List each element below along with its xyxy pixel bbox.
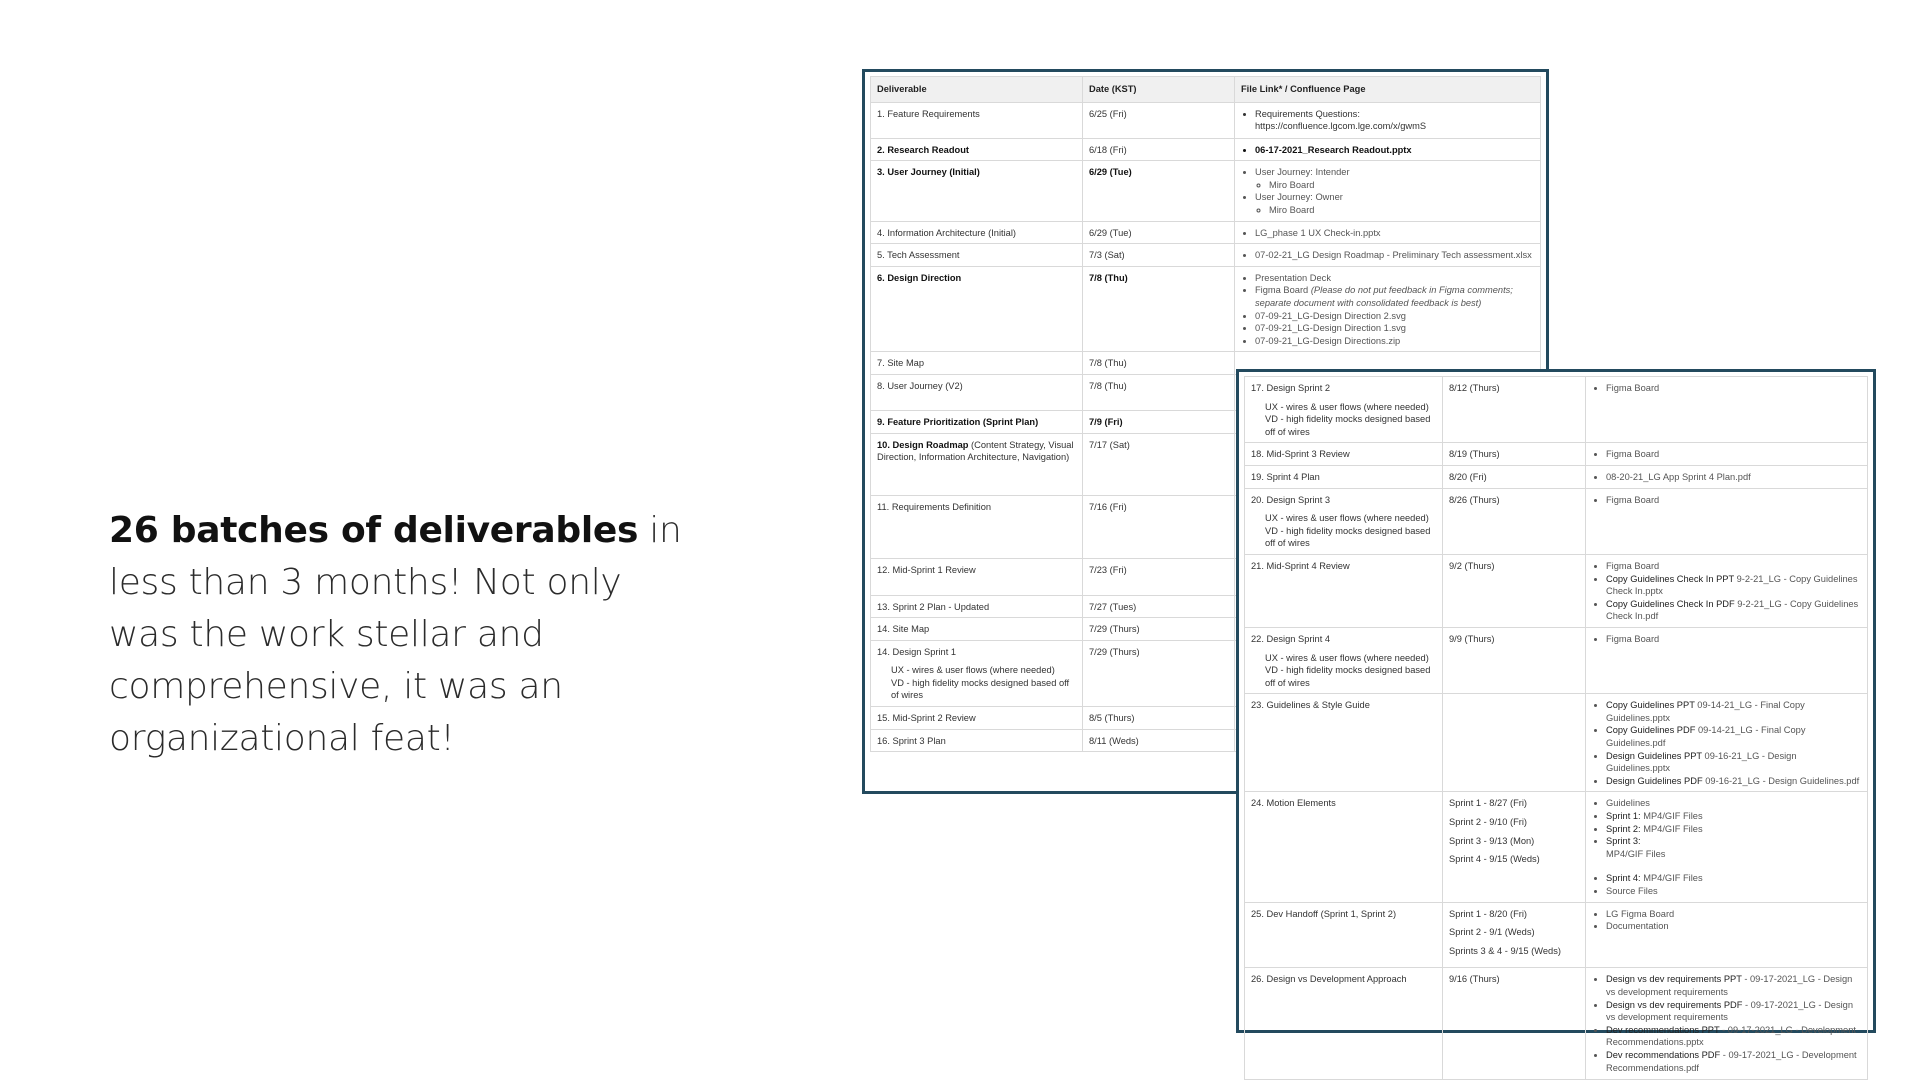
date-value: Sprint 2 - 9/1 (Weds) [1449, 927, 1535, 938]
date-cell: 7/17 (Sat) [1083, 433, 1235, 495]
table-row [1245, 968, 1868, 1080]
deliverable-cell: 7. Site Map [871, 352, 1083, 375]
table-row [1245, 465, 1868, 488]
link-label[interactable]: Copy Guidelines Check In PPT [1606, 573, 1734, 584]
vd-note: VD - high fidelity mocks designed based off of wires [1265, 414, 1431, 437]
headline-bold: 26 batches of deliverables [109, 510, 639, 551]
deliverable-cell [1245, 694, 1443, 792]
file-link[interactable]: • 07-09-21_LG-Design Direction 1.svg [1255, 322, 1534, 335]
link-label[interactable]: Dev recommendations PPT [1606, 1024, 1720, 1035]
date-cell [1443, 694, 1586, 792]
date-value: 9/9 (Thurs) [1449, 633, 1495, 644]
list-item [1606, 775, 1861, 788]
link-label[interactable]: Design vs dev requirements PPT [1606, 974, 1742, 985]
table-header-row [871, 77, 1541, 103]
ux-note: UX - wires & user flows (where needed) [1265, 652, 1429, 663]
date-cell [1443, 554, 1586, 627]
deliverable-cell: 3. User Journey (Initial) [871, 161, 1083, 221]
date-cell [1443, 792, 1586, 902]
date-cell: 7/16 (Fri) [1083, 495, 1235, 558]
deliverable-cell: 14. Site Map [871, 618, 1083, 641]
file-link[interactable]: • Figma Board [1606, 560, 1861, 573]
link-label[interactable]: Dev recommendations PDF [1606, 1049, 1721, 1060]
deliverable-cell [1245, 792, 1443, 902]
file-name[interactable]: MP4/GIF Files [1640, 873, 1703, 884]
date-value: 9/16 (Thurs) [1449, 974, 1500, 985]
file-name[interactable]: MP4/GIF Files [1640, 811, 1703, 822]
deliverable-title: 22. Design Sprint 4 [1251, 633, 1331, 644]
links-list [1592, 797, 1861, 897]
deliverable-cell [1245, 465, 1443, 488]
file-link[interactable]: • LG_phase 1 UX Check-in.pptx [1255, 227, 1534, 240]
file-link[interactable]: • Figma Board [1606, 448, 1861, 461]
links-cell [1586, 443, 1868, 466]
sprint-notes [1251, 512, 1436, 550]
deliverable-cell: 12. Mid-Sprint 1 Review [871, 558, 1083, 595]
table-row [1245, 792, 1868, 902]
presentation-deck-link[interactable]: • Presentation Deck [1255, 272, 1534, 285]
list-item [1606, 823, 1861, 836]
link-label[interactable]: Sprint 3: [1606, 836, 1641, 847]
table-row [1245, 488, 1868, 554]
deliverable-title: 24. Motion Elements [1251, 798, 1336, 809]
link-label[interactable]: Copy Guidelines Check In PDF [1606, 598, 1735, 609]
list-item [1606, 810, 1861, 823]
date-value: 8/26 (Thurs) [1449, 494, 1500, 505]
date-value: Sprint 2 - 9/10 (Fri) [1449, 817, 1528, 828]
table-row [871, 161, 1541, 221]
table-row [1245, 902, 1868, 968]
figma-board-link[interactable]: Figma Board [1255, 285, 1309, 296]
file-name[interactable]: - 09-17-2021_LG - Design vs development requirements [1606, 999, 1854, 1023]
deliverable-cell: 9. Feature Prioritization (Sprint Plan) [871, 410, 1083, 433]
links-cell [1586, 377, 1868, 443]
header-date: Date (KST) [1083, 77, 1235, 103]
deliverable-cell: 11. Requirements Definition [871, 495, 1083, 558]
list-item [1255, 108, 1534, 133]
date-value: 8/19 (Thurs) [1449, 449, 1500, 460]
deliverable-title: 23. Guidelines & Style Guide [1251, 700, 1370, 711]
headline-text [109, 505, 689, 765]
deliverable-cell [871, 433, 1083, 495]
deliverable-title: 25. Dev Handoff (Sprint 1, Sprint 2) [1251, 908, 1397, 919]
table-row [871, 138, 1541, 161]
links-cell [1586, 694, 1868, 792]
date-cell: 7/27 (Tues) [1083, 595, 1235, 618]
file-name[interactable]: - 09-17-2021_LG - Development Recommendations.pptx [1606, 1024, 1856, 1048]
table-row [871, 102, 1541, 138]
date-cell: 7/8 (Thu) [1083, 374, 1235, 410]
date-cell: 6/29 (Tue) [1083, 221, 1235, 244]
headline-rest: in less than 3 months! Not only was the work stellar and comprehensive, it was an organizational feat! [109, 510, 682, 759]
list-item [1606, 1049, 1861, 1074]
links-cell [1586, 554, 1868, 627]
link-label[interactable]: Sprint 4: [1606, 873, 1641, 884]
list-item [1255, 166, 1534, 191]
deliverable-title: 19. Sprint 4 Plan [1251, 471, 1320, 482]
links-list [1592, 494, 1861, 507]
links-cell [1235, 244, 1541, 267]
link-text[interactable]: User Journey: Owner [1255, 192, 1343, 203]
deliverable-cell [1245, 902, 1443, 968]
deliverable-cell: 5. Tech Assessment [871, 244, 1083, 267]
link-label[interactable]: Design Guidelines PPT [1606, 750, 1702, 761]
links-cell [1586, 627, 1868, 693]
file-link[interactable]: • Guidelines [1606, 797, 1861, 810]
file-link[interactable]: • 07-09-21_LG-Design Directions.zip [1255, 335, 1534, 348]
links-list [1592, 448, 1861, 461]
date-value: Sprint 4 - 9/15 (Weds) [1449, 854, 1540, 865]
file-name[interactable]: - 09-17-2021_LG - Development Recommendations.pdf [1606, 1049, 1857, 1073]
links-cell [1586, 968, 1868, 1080]
deliverable-cell [871, 640, 1083, 706]
date-cell: 7/3 (Sat) [1083, 244, 1235, 267]
list-item [1606, 835, 1861, 860]
table-row [1245, 627, 1868, 693]
file-link[interactable]: • 07-09-21_LG-Design Direction 2.svg [1255, 310, 1534, 323]
link-label[interactable]: Sprint 1: [1606, 811, 1641, 822]
date-cell [1443, 443, 1586, 466]
date-cell: 6/18 (Fri) [1083, 138, 1235, 161]
deliverable-cell: 16. Sprint 3 Plan [871, 729, 1083, 752]
date-cell: 8/5 (Thurs) [1083, 707, 1235, 730]
link-text[interactable]: Requirements Questions: [1255, 108, 1360, 119]
date-cell: 7/8 (Thu) [1083, 266, 1235, 352]
miro-board-link[interactable]: ◦ Miro Board [1269, 204, 1534, 217]
links-cell [1586, 465, 1868, 488]
sprint-notes [877, 664, 1076, 702]
deliverable-cell [1245, 627, 1443, 693]
deliverable-title: 21. Mid-Sprint 4 Review [1251, 560, 1350, 571]
list-item [1606, 699, 1861, 724]
deliverable-title: 14. Design Sprint 1 [877, 646, 957, 657]
table-row [1245, 377, 1868, 443]
header-file-link: File Link* / Confluence Page [1235, 77, 1541, 103]
table-row [871, 244, 1541, 267]
date-value: 9/2 (Thurs) [1449, 560, 1495, 571]
date-value: Sprints 3 & 4 - 9/15 (Weds) [1449, 945, 1561, 956]
date-cell [1443, 902, 1586, 968]
date-cell: 6/29 (Tue) [1083, 161, 1235, 221]
date-cell [1443, 488, 1586, 554]
deliverable-title: 20. Design Sprint 3 [1251, 494, 1331, 505]
links-cell [1586, 488, 1868, 554]
feedback-note: (Please do not put feedback in Figma comments; separate document with consolidated feedback is best) [1255, 285, 1513, 308]
deliverable-cell [1245, 377, 1443, 443]
deliverable-title: 10. Design Roadmap [877, 439, 969, 450]
date-cell [1443, 465, 1586, 488]
file-link[interactable]: • Documentation [1606, 920, 1861, 933]
sprint-notes [1251, 652, 1436, 690]
deliverable-title: 18. Mid-Sprint 3 Review [1251, 449, 1350, 460]
date-value: Sprint 3 - 9/13 (Mon) [1449, 835, 1535, 846]
list-item [1606, 999, 1861, 1024]
miro-board-link[interactable]: ◦ Miro Board [1269, 179, 1534, 192]
deliverable-cell: 4. Information Architecture (Initial) [871, 221, 1083, 244]
links-list [1592, 560, 1861, 623]
list-item [1606, 598, 1861, 623]
date-value: 8/12 (Thurs) [1449, 383, 1500, 393]
list-item [1255, 284, 1534, 309]
deliverable-note: (Content Strategy, Visual Direction, Information Architecture, Navigation) [877, 439, 1074, 463]
deliverable-cell [1245, 554, 1443, 627]
confluence-url[interactable]: https://confluence.lgcom.lge.com/x/gwmS [1255, 121, 1427, 132]
links-list [1592, 699, 1861, 787]
links-list [1592, 973, 1861, 1074]
list-item [1606, 1024, 1861, 1049]
ux-note: UX - wires & user flows (where needed) [891, 665, 1055, 676]
deliverable-cell [1245, 488, 1443, 554]
file-link[interactable]: • 07-02-21_LG Design Roadmap - Preliminary Tech assessment.xlsx [1255, 249, 1534, 262]
date-cell: 7/23 (Fri) [1083, 558, 1235, 595]
deliverable-cell: 6. Design Direction [871, 266, 1083, 352]
date-cell [1443, 627, 1586, 693]
link-label[interactable]: Design Guidelines PDF [1606, 775, 1703, 786]
file-link[interactable]: • Figma Board [1606, 633, 1861, 646]
date-cell: 6/25 (Fri) [1083, 102, 1235, 138]
deliverable-cell [1245, 968, 1443, 1080]
file-name[interactable]: MP4/GIF Files [1640, 823, 1703, 834]
deliverable-cell: 15. Mid-Sprint 2 Review [871, 707, 1083, 730]
file-name[interactable]: - 09-17-2021_LG - Design vs development requirements [1606, 974, 1853, 997]
link-label[interactable]: Sprint 2: [1606, 823, 1641, 834]
deliverable-cell [1245, 443, 1443, 466]
header-deliverable: Deliverable [871, 77, 1083, 103]
file-link[interactable]: • Figma Board [1606, 382, 1861, 395]
deliverable-title: 26. Design vs Development Approach [1251, 974, 1407, 985]
list-item [1606, 724, 1861, 749]
list-item [1606, 573, 1861, 598]
sprint-notes [1251, 401, 1436, 439]
link-label[interactable]: Design vs dev requirements PDF [1606, 999, 1743, 1010]
deliverable-title: 17. Design Sprint 2 [1251, 383, 1331, 393]
links-list [1592, 382, 1861, 395]
table-row [871, 266, 1541, 352]
ux-note: UX - wires & user flows (where needed) [1265, 401, 1429, 412]
date-cell: 7/8 (Thu) [1083, 352, 1235, 375]
file-name[interactable]: MP4/GIF Files [1606, 848, 1666, 859]
date-value: Sprint 1 - 8/20 (Fri) [1449, 908, 1528, 919]
file-link[interactable]: • 08-20-21_LG App Sprint 4 Plan.pdf [1606, 471, 1861, 484]
deliverable-cell: 8. User Journey (V2) [871, 374, 1083, 410]
table-row [871, 221, 1541, 244]
list-item [1606, 973, 1861, 998]
file-link[interactable]: • Figma Board [1606, 494, 1861, 507]
deliverable-cell: 13. Sprint 2 Plan - Updated [871, 595, 1083, 618]
link-label[interactable]: Copy Guidelines PDF [1606, 725, 1696, 736]
date-value: 8/20 (Fri) [1449, 471, 1487, 482]
date-cell: 7/9 (Fri) [1083, 410, 1235, 433]
links-list [1592, 471, 1861, 484]
ux-note: UX - wires & user flows (where needed) [1265, 513, 1429, 524]
list-item [1255, 191, 1534, 216]
table-row [1245, 694, 1868, 792]
links-cell [1235, 102, 1541, 138]
file-name[interactable]: 9-2-21_LG - Copy Guidelines Check In.pdf [1606, 598, 1859, 622]
links-cell [1235, 221, 1541, 244]
links-list [1592, 908, 1861, 933]
date-cell [1443, 968, 1586, 1080]
file-name[interactable]: 09-14-21_LG - Final Copy Guidelines.pdf [1606, 725, 1806, 749]
link-text[interactable]: User Journey: Intender [1255, 167, 1350, 178]
links-cell [1586, 792, 1868, 902]
vd-note: VD - high fidelity mocks designed based off of wires [1265, 665, 1431, 688]
date-cell: 7/29 (Thurs) [1083, 640, 1235, 706]
links-list [1592, 633, 1861, 646]
file-link[interactable]: • LG Figma Board [1606, 908, 1861, 921]
table-row [1245, 443, 1868, 466]
deliverable-cell: 1. Feature Requirements [871, 102, 1083, 138]
links-cell [1235, 266, 1541, 352]
deliverable-cell: 2. Research Readout [871, 138, 1083, 161]
file-link[interactable]: • 06-17-2021_Research Readout.pptx [1255, 144, 1534, 157]
list-item [1606, 750, 1861, 775]
file-name[interactable]: 9-2-21_LG - Copy Guidelines Check In.pptx [1606, 573, 1858, 597]
links-cell [1586, 902, 1868, 968]
file-name[interactable]: 09-14-21_LG - Final Copy Guidelines.pptx [1606, 700, 1805, 723]
link-label[interactable]: Copy Guidelines PPT [1606, 700, 1695, 711]
links-cell [1235, 161, 1541, 221]
vd-note: VD - high fidelity mocks designed based off of wires [1265, 525, 1431, 549]
date-value: Sprint 1 - 8/27 (Fri) [1449, 798, 1528, 809]
date-cell: 8/11 (Weds) [1083, 729, 1235, 752]
list-item [1606, 872, 1861, 885]
vd-note: VD - high fidelity mocks designed based off of wires [891, 677, 1070, 701]
file-name[interactable]: 09-16-21_LG - Design Guidelines.pptx [1606, 750, 1797, 774]
table-row [1245, 554, 1868, 627]
file-name[interactable]: 09-16-21_LG - Design Guidelines.pdf [1702, 775, 1860, 786]
file-link[interactable]: • Source Files [1606, 885, 1861, 898]
date-cell [1443, 377, 1586, 443]
deliverables-table-2 [1244, 376, 1868, 1080]
date-cell: 7/29 (Thurs) [1083, 618, 1235, 641]
links-cell [1235, 138, 1541, 161]
deliverables-table-screenshot-2 [1236, 369, 1876, 1073]
